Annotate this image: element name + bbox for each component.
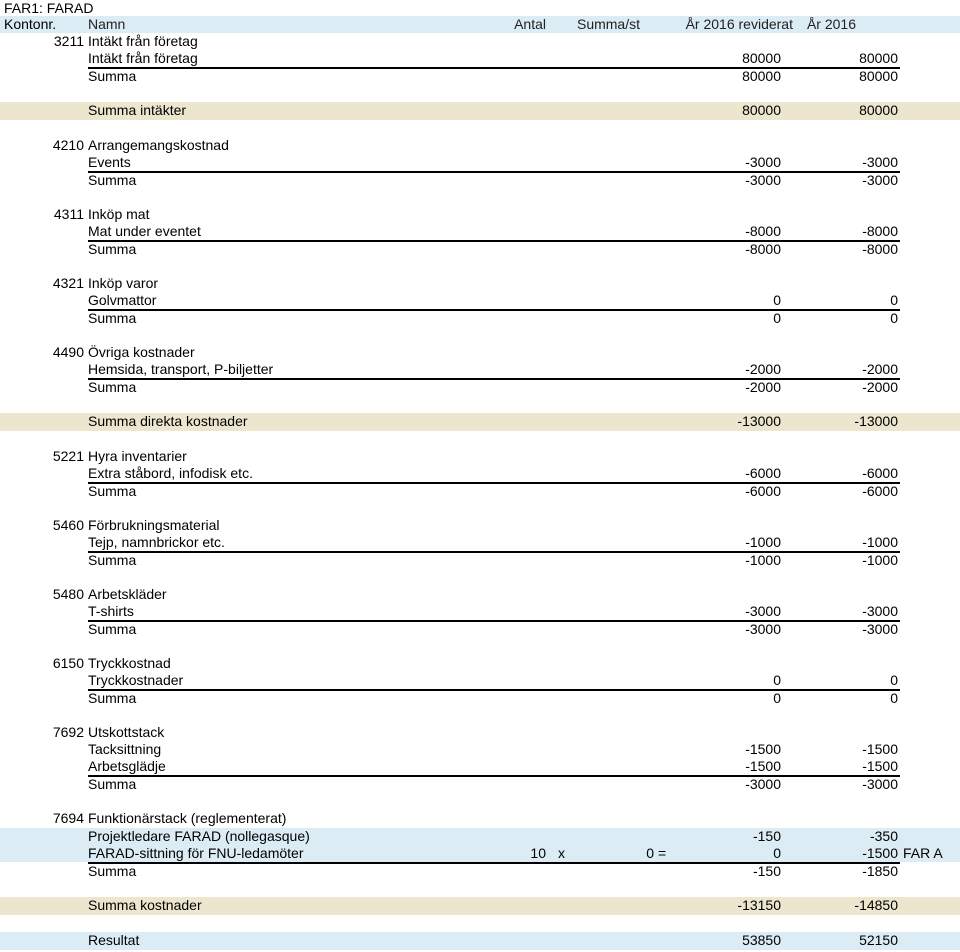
subtotal-row bbox=[0, 310, 960, 327]
value-2016: -1500 bbox=[862, 741, 898, 757]
value-reviderat: -13000 bbox=[737, 413, 781, 429]
line-item-name: Tryckkostnader bbox=[88, 672, 184, 688]
line-item-name: Intäkt från företag bbox=[88, 50, 198, 66]
subtotal-label: Summa bbox=[88, 172, 137, 188]
account-name: Intäkt från företag bbox=[88, 33, 198, 49]
value-2016: -3000 bbox=[862, 776, 898, 792]
subtotal-label: Summa bbox=[88, 68, 137, 84]
value-reviderat: -1000 bbox=[745, 552, 781, 568]
account-row bbox=[0, 206, 960, 223]
line-item-name: Events bbox=[88, 154, 131, 170]
result-label: Resultat bbox=[88, 932, 140, 948]
line-item-row bbox=[0, 50, 960, 67]
subtotal-label: Summa bbox=[88, 776, 137, 792]
value-2016: -8000 bbox=[862, 223, 898, 239]
line-item-row bbox=[0, 292, 960, 309]
account-name: Inköp varor bbox=[88, 275, 159, 291]
value-2016: 80000 bbox=[859, 50, 898, 66]
value-reviderat: 80000 bbox=[742, 68, 781, 84]
line-item-name: Mat under eventet bbox=[88, 223, 201, 239]
line-item-name: Tacksittning bbox=[88, 741, 162, 757]
value-2016: -1500 bbox=[862, 758, 898, 774]
line-item-name: Hemsida, transport, P-biljetter bbox=[88, 361, 274, 377]
value-reviderat: 80000 bbox=[742, 50, 781, 66]
value-2016: 80000 bbox=[859, 68, 898, 84]
account-row bbox=[0, 137, 960, 154]
value-2016: -8000 bbox=[862, 241, 898, 257]
total-row bbox=[0, 413, 960, 431]
sheet-title: FAR1: FARAD bbox=[4, 0, 94, 16]
value-reviderat: -3000 bbox=[745, 621, 781, 637]
value-reviderat: -2000 bbox=[745, 379, 781, 395]
account-row bbox=[0, 810, 960, 827]
value-reviderat: -8000 bbox=[745, 223, 781, 239]
value-reviderat: -150 bbox=[752, 863, 781, 879]
subtotal-label: Summa bbox=[88, 690, 137, 706]
subtotal-row bbox=[0, 621, 960, 638]
header-antal: Antal bbox=[514, 16, 546, 32]
value-2016: -1000 bbox=[862, 552, 898, 568]
value-2016: 0 bbox=[890, 690, 898, 706]
account-number: 5480 bbox=[52, 586, 84, 602]
line-item-row bbox=[0, 758, 960, 775]
header-summa-st: Summa/st bbox=[576, 16, 640, 32]
total-row bbox=[0, 897, 960, 915]
header-namn: Namn bbox=[88, 16, 126, 32]
line-item-row bbox=[0, 672, 960, 689]
value-2016: -3000 bbox=[862, 603, 898, 619]
value-summa-st: 0 bbox=[646, 845, 654, 861]
value-reviderat: -6000 bbox=[745, 465, 781, 481]
line-item-row bbox=[0, 741, 960, 758]
value-reviderat: -8000 bbox=[745, 241, 781, 257]
value-reviderat: -1000 bbox=[745, 534, 781, 550]
account-number: 4490 bbox=[52, 344, 84, 360]
account-name: Utskottstack bbox=[88, 724, 165, 740]
line-item-name: Projektledare FARAD (nollegasque) bbox=[88, 828, 310, 844]
line-item-row bbox=[0, 154, 960, 171]
account-row bbox=[0, 655, 960, 672]
line-item-row bbox=[0, 828, 960, 845]
line-item-name: Tejp, namnbrickor etc. bbox=[88, 534, 225, 550]
value-2016: -6000 bbox=[862, 483, 898, 499]
subtotal-label: Summa bbox=[88, 483, 137, 499]
subtotal-label: Summa bbox=[88, 552, 137, 568]
value-2016: 80000 bbox=[859, 102, 898, 118]
value-2016: -3000 bbox=[862, 154, 898, 170]
value-reviderat: -1500 bbox=[745, 758, 781, 774]
value-2016: -2000 bbox=[862, 379, 898, 395]
multiply-sign: x bbox=[558, 845, 565, 861]
total-label: Summa direkta kostnader bbox=[88, 413, 248, 429]
value-reviderat: 80000 bbox=[742, 102, 781, 118]
account-row bbox=[0, 275, 960, 292]
value-reviderat: 0 bbox=[773, 672, 781, 688]
subtotal-label: Summa bbox=[88, 863, 137, 879]
result-row bbox=[0, 932, 960, 950]
value-reviderat: 53850 bbox=[742, 932, 781, 948]
value-2016: -350 bbox=[869, 828, 898, 844]
line-item-row bbox=[0, 845, 960, 862]
line-item-row bbox=[0, 534, 960, 551]
account-row bbox=[0, 586, 960, 603]
header-row bbox=[0, 16, 960, 33]
line-item-name: Arbetsglädje bbox=[88, 758, 166, 774]
value-reviderat: -3000 bbox=[745, 172, 781, 188]
value-2016: 52150 bbox=[859, 932, 898, 948]
total-label: Summa kostnader bbox=[88, 897, 202, 913]
value-reviderat: -2000 bbox=[745, 361, 781, 377]
account-row bbox=[0, 33, 960, 50]
value-reviderat: 0 bbox=[773, 310, 781, 326]
line-item-name: Extra ståbord, infodisk etc. bbox=[88, 465, 253, 481]
line-item-row bbox=[0, 465, 960, 482]
value-reviderat: -13150 bbox=[737, 897, 781, 913]
subtotal-row bbox=[0, 552, 960, 569]
account-number: 4311 bbox=[53, 206, 84, 222]
account-number: 7694 bbox=[52, 810, 84, 826]
value-2016: 0 bbox=[890, 672, 898, 688]
account-name: Inköp mat bbox=[88, 206, 150, 222]
line-item-name: Golvmattor bbox=[88, 292, 157, 308]
subtotal-label: Summa bbox=[88, 241, 137, 257]
subtotal-row bbox=[0, 863, 960, 880]
value-2016: 0 bbox=[890, 310, 898, 326]
header-kontonr: Kontonr. bbox=[4, 16, 57, 32]
sheet-title-row bbox=[0, 0, 960, 16]
line-item-name: FARAD-sittning för FNU-ledamöter bbox=[88, 845, 304, 861]
value-antal: 10 bbox=[530, 845, 546, 861]
line-item-row bbox=[0, 603, 960, 620]
account-number: 4210 bbox=[52, 137, 84, 153]
account-name: Övriga kostnader bbox=[88, 344, 195, 360]
value-2016: -1500 bbox=[862, 845, 898, 861]
value-2016: -1000 bbox=[862, 534, 898, 550]
value-2016: -1850 bbox=[862, 863, 898, 879]
line-item-row bbox=[0, 223, 960, 240]
account-row bbox=[0, 448, 960, 465]
value-reviderat: -3000 bbox=[745, 603, 781, 619]
line-item-name: T-shirts bbox=[88, 603, 134, 619]
subtotal-label: Summa bbox=[88, 310, 137, 326]
account-number: 5460 bbox=[52, 517, 84, 533]
subtotal-row bbox=[0, 241, 960, 258]
account-name: Arrangemangskostnad bbox=[88, 137, 229, 153]
value-2016: -6000 bbox=[862, 465, 898, 481]
subtotal-row bbox=[0, 172, 960, 189]
value-reviderat: -6000 bbox=[745, 483, 781, 499]
account-name: Funktionärstack (reglementerat) bbox=[88, 810, 287, 826]
account-name: Arbetskläder bbox=[88, 586, 167, 602]
subtotal-row bbox=[0, 776, 960, 793]
account-number: 3211 bbox=[53, 33, 84, 49]
account-number: 7692 bbox=[52, 724, 84, 740]
value-2016: -13000 bbox=[854, 413, 898, 429]
account-row bbox=[0, 517, 960, 534]
account-name: Förbrukningsmaterial bbox=[88, 517, 220, 533]
line-item-row bbox=[0, 361, 960, 378]
value-reviderat: -3000 bbox=[745, 154, 781, 170]
equals-sign: = bbox=[658, 845, 667, 861]
account-number: 6150 bbox=[52, 655, 84, 671]
value-2016: -3000 bbox=[862, 621, 898, 637]
value-2016: 0 bbox=[890, 292, 898, 308]
account-name: Tryckkostnad bbox=[88, 655, 171, 671]
subtotal-row bbox=[0, 690, 960, 707]
value-reviderat: -3000 bbox=[745, 776, 781, 792]
subtotal-row bbox=[0, 379, 960, 396]
header-ar-2016-reviderat: År 2016 reviderat bbox=[685, 16, 793, 32]
value-reviderat: -150 bbox=[752, 828, 781, 844]
subtotal-label: Summa bbox=[88, 379, 137, 395]
account-row bbox=[0, 344, 960, 361]
value-reviderat: 0 bbox=[773, 845, 781, 861]
value-2016: -14850 bbox=[854, 897, 898, 913]
value-reviderat: 0 bbox=[773, 292, 781, 308]
account-name: Hyra inventarier bbox=[88, 448, 187, 464]
subtotal-row bbox=[0, 483, 960, 500]
value-reviderat: 0 bbox=[773, 690, 781, 706]
value-2016: -2000 bbox=[862, 361, 898, 377]
account-number: 4321 bbox=[52, 275, 84, 291]
account-number: 5221 bbox=[52, 448, 84, 464]
value-2016: -3000 bbox=[862, 172, 898, 188]
total-row bbox=[0, 102, 960, 120]
subtotal-row bbox=[0, 68, 960, 85]
total-label: Summa intäkter bbox=[88, 102, 187, 118]
value-reviderat: -1500 bbox=[745, 741, 781, 757]
subtotal-label: Summa bbox=[88, 621, 137, 637]
account-row bbox=[0, 724, 960, 741]
header-ar-2016: År 2016 bbox=[806, 16, 856, 32]
row-note: FAR A bbox=[903, 845, 943, 861]
